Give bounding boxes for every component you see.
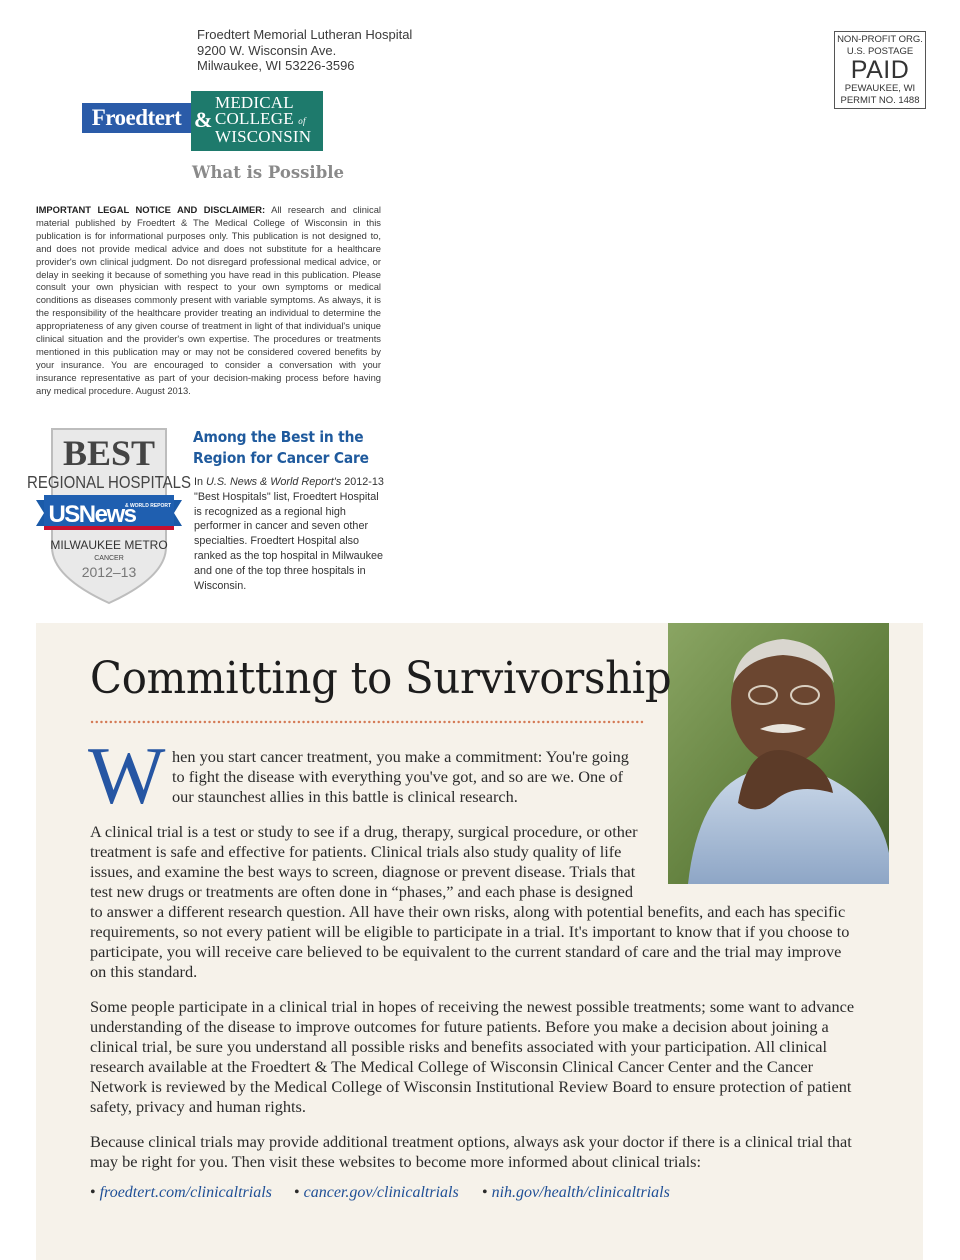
return-address-line-2: 9200 W. Wisconsin Ave. [197, 42, 337, 58]
article-headline: Committing to Survivorship [90, 653, 672, 704]
paragraph-line: requirements, so not every patient will be eligible to participate in a trial. It's important to know that if you choose to [90, 922, 850, 941]
paragraph-line: Network is reviewed by the Medical College of Wisconsin Institutional Review Board to ensure protection of patient [90, 1077, 852, 1096]
award-body-text: 2012-13 "Best Hospitals" list, Froedtert Hospital is recognized as a regional high performer in cancer and seven other specialties. Froedtert Hospital also ranked as the top hospital in Milwaukee and one of the top three hospitals in Wisconsin. [194, 476, 384, 592]
award-title-line-1: Among the Best in the [193, 428, 364, 446]
logo-of: of [298, 116, 306, 126]
paragraph-line: research available at the Froedtert & The Medical College of Wisconsin Clinical Cancer Center and the Cancer [90, 1057, 813, 1076]
award-title [193, 427, 377, 469]
logo-college: COLLEGE [215, 109, 294, 128]
tagline: What is Possible [192, 163, 345, 182]
link-cancer-gov-clinical-trials[interactable]: cancer.gov/clinicaltrials [303, 1184, 459, 1201]
paragraph-line: on this standard. [90, 962, 198, 981]
paragraph-line: to answer a different research question. All have their own risks, along with potential benefits, and each has specific [90, 902, 846, 921]
bullet: • [294, 1184, 300, 1201]
paragraph-line: participate, you will receive care believed to be equivalent to the current standard of care and the trial may improve [90, 942, 842, 961]
paragraph-line: safety, privacy and human rights. [90, 1097, 306, 1116]
postage-line-5: PERMIT NO. 1488 [840, 94, 920, 106]
disclaimer-heading: IMPORTANT LEGAL NOTICE AND DISCLAIMER: [36, 204, 266, 215]
award-body [194, 475, 389, 593]
logo-mcw-block [191, 91, 323, 151]
postage-paid: PAID [850, 56, 910, 84]
paragraph-ask-doctor [90, 1132, 860, 1172]
paragraph-line: may be right for you. Then visit these websites to become more informed about clinical trials: [90, 1152, 701, 1171]
paragraph-line: Some people participate in a clinical trial in hopes of receiving the newest possible treatments; some want to advance [90, 997, 855, 1016]
logo-wisconsin: WISCONSIN [215, 127, 312, 146]
intro-line: to fight the disease with everything you've got, and so are we. One of [172, 767, 624, 786]
badge-world-report: & WORLD REPORT [124, 503, 172, 509]
badge-best: BEST [62, 433, 156, 473]
froedtert-mcw-logo [82, 91, 323, 151]
bullet: • [482, 1184, 488, 1201]
resource-link-item [482, 1184, 670, 1202]
link-nih-clinical-trials[interactable]: nih.gov/health/clinicaltrials [491, 1184, 670, 1201]
intro-line: our staunchest allies in this battle is clinical research. [172, 787, 518, 806]
bullet: • [90, 1184, 96, 1201]
logo-medical: MEDICAL [215, 93, 294, 112]
paragraph-clinical-trial [90, 822, 860, 982]
badge-usnews: USNews [48, 501, 136, 528]
logo-froedtert: Froedtert [82, 103, 191, 133]
badge-year: 2012–13 [81, 564, 137, 580]
paragraph-line: A clinical trial is a test or study to see if a drug, therapy, surgical procedure, or other [90, 822, 638, 841]
paragraph-line: issues, and examine the best ways to screen, diagnose or prevent disease. Trials that [90, 862, 636, 881]
legal-disclaimer [36, 204, 381, 398]
paragraph-line: test new drugs or treatments are often done in “phases,” and each phase is designed [90, 882, 633, 901]
postage-line-1: NON-PROFIT ORG. [837, 34, 923, 45]
postage-indicia [834, 31, 926, 109]
award-title-line-2: Region for Cancer Care [193, 449, 369, 467]
logo-mcw-text [215, 95, 311, 145]
badge-specialty: CANCER [94, 555, 124, 562]
best-hospitals-badge [26, 427, 192, 605]
intro-line: hen you start cancer treatment, you make a commitment: You're going [172, 747, 629, 766]
intro-paragraph [172, 747, 652, 807]
drop-cap: W [88, 730, 166, 821]
return-address-line-3: Milwaukee, WI 53226-3596 [197, 58, 355, 73]
return-address [197, 27, 412, 74]
postage-line-2: U.S. POSTAGE [846, 45, 914, 57]
postage-line-4: PEWAUKEE, WI [844, 83, 916, 94]
award-body-publication: U.S. News & World Report's [206, 476, 342, 488]
return-address-line-1: Froedtert Memorial Lutheran Hospital [197, 27, 413, 42]
paragraph-line: Because clinical trials may provide additional treatment options, always ask your doctor if there is a clinical trial that [90, 1132, 852, 1151]
disclaimer-text: All research and clinical material published by Froedtert & The Medical College of Wisconsin in this publication is for informational purposes only. This publication is not designed to, and does not provide medical advice and does not substitute for a healthcare provider's own clinical judgment. Do not disregard professional medical advice, or delay in seeking it because of something you have read in this publication. Please consult your own physician with respect to your own symptoms or medical conditions as diseases commonly present with variable symptoms. As always, it is the responsibility of the healthcare provider treating an individual to determine the appropriateness of any given course of treatment in light of that individual's unique clinical situation and the provider's own expertise. The procedures or treatments mentioned in this publication may or may not be considered covered benefits by your insurance. You are encouraged to consider a conversation with your insurance representative as part of your decision-making process before having any medical procedure. August 2013. [36, 204, 381, 396]
paragraph-line: understanding of the disease to improve outcomes for future patients. Before you make a decision about joining a [90, 1017, 829, 1036]
badge-metro: MILWAUKEE METRO [50, 538, 168, 552]
link-froedtert-clinical-trials[interactable]: froedtert.com/clinicaltrials [99, 1184, 272, 1201]
resource-link-item [294, 1184, 459, 1202]
logo-ampersand: & [194, 107, 213, 132]
paragraph-line: clinical trial, be sure you understand all possible risks and benefits associated with your participation. All clinical [90, 1037, 827, 1056]
paragraph-line: treatment is safe and effective for patients. Clinical trials also study quality of life [90, 842, 622, 861]
resource-link-item [90, 1184, 272, 1202]
award-body-prefix: In [194, 476, 207, 488]
badge-regional: REGIONAL HOSPITALS [26, 471, 192, 493]
dotted-divider [90, 719, 645, 725]
paragraph-participation [90, 997, 860, 1117]
